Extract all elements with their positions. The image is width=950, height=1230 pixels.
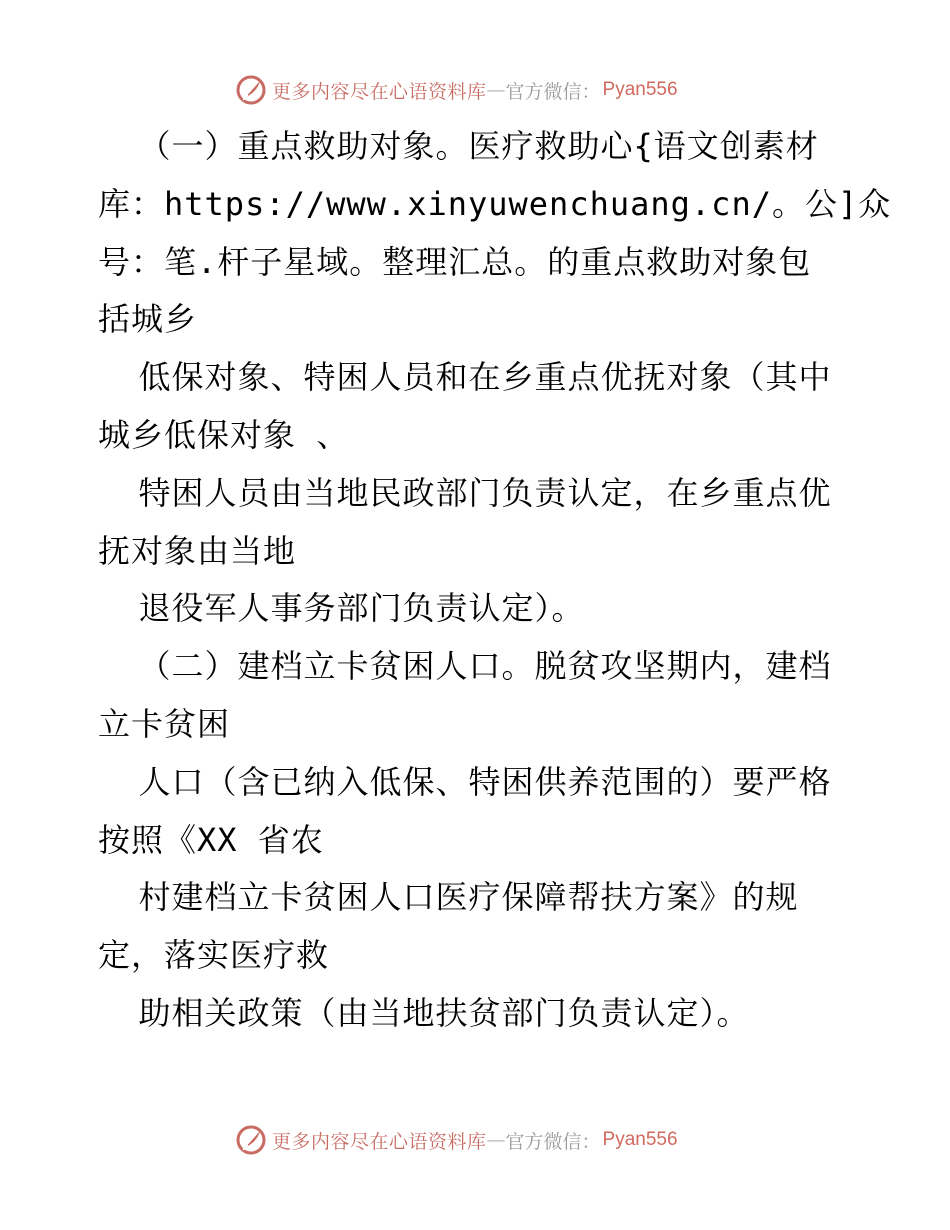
banner-label: 官方微信：	[505, 1130, 601, 1153]
text-line: 库：https://www.xinyuwenchuang.cn/。公]众	[98, 184, 892, 223]
text-line: 立卡贫困	[98, 704, 231, 743]
banner-text: 更多内容尽在心语资料库	[272, 80, 487, 103]
document-body	[98, 118, 892, 1043]
text-line: 定，落实医疗救	[98, 936, 330, 975]
text-line: 号：笔.杆子星域。整理汇总。的重点救助对象包	[98, 242, 812, 281]
footer-banner	[234, 1122, 678, 1158]
text-line: 特困人员由当地民政部门负责认定，在乡重点优	[98, 473, 832, 512]
banner-separator: —	[486, 1129, 506, 1151]
banner-wechat-id: Pyan556	[602, 1129, 678, 1150]
header-banner	[234, 72, 678, 108]
text-line: 村建档立卡贫困人口医疗保障帮扶方案》的规	[98, 878, 799, 917]
text-line: 抚对象由当地	[98, 531, 297, 570]
feather-quill-circle-icon	[234, 1123, 268, 1157]
feather-quill-circle-icon	[234, 73, 268, 107]
text-line: （二）建档立卡贫困人口。脱贫攻坚期内，建档	[98, 647, 832, 686]
banner-separator: —	[486, 79, 506, 101]
banner-text: 更多内容尽在心语资料库	[272, 1130, 487, 1153]
text-line: 退役军人事务部门负责认定）。	[98, 589, 585, 628]
banner-wechat-id: Pyan556	[602, 79, 678, 100]
text-line: 助相关政策（由当地扶贫部门负责认定）。	[98, 993, 750, 1032]
text-line: 低保对象、特困人员和在乡重点优抚对象（其中	[98, 358, 832, 397]
text-line: 括城乡	[98, 300, 198, 339]
text-line: （一）重点救助对象。医疗救助心{语文创素材	[98, 127, 819, 165]
banner-label: 官方微信：	[505, 80, 601, 103]
text-line: 城乡低保对象 、	[98, 415, 350, 454]
text-line: 人口（含已纳入低保、特困供养范围的）要严格	[98, 762, 832, 801]
text-line: 按照《XX 省农	[98, 820, 324, 859]
